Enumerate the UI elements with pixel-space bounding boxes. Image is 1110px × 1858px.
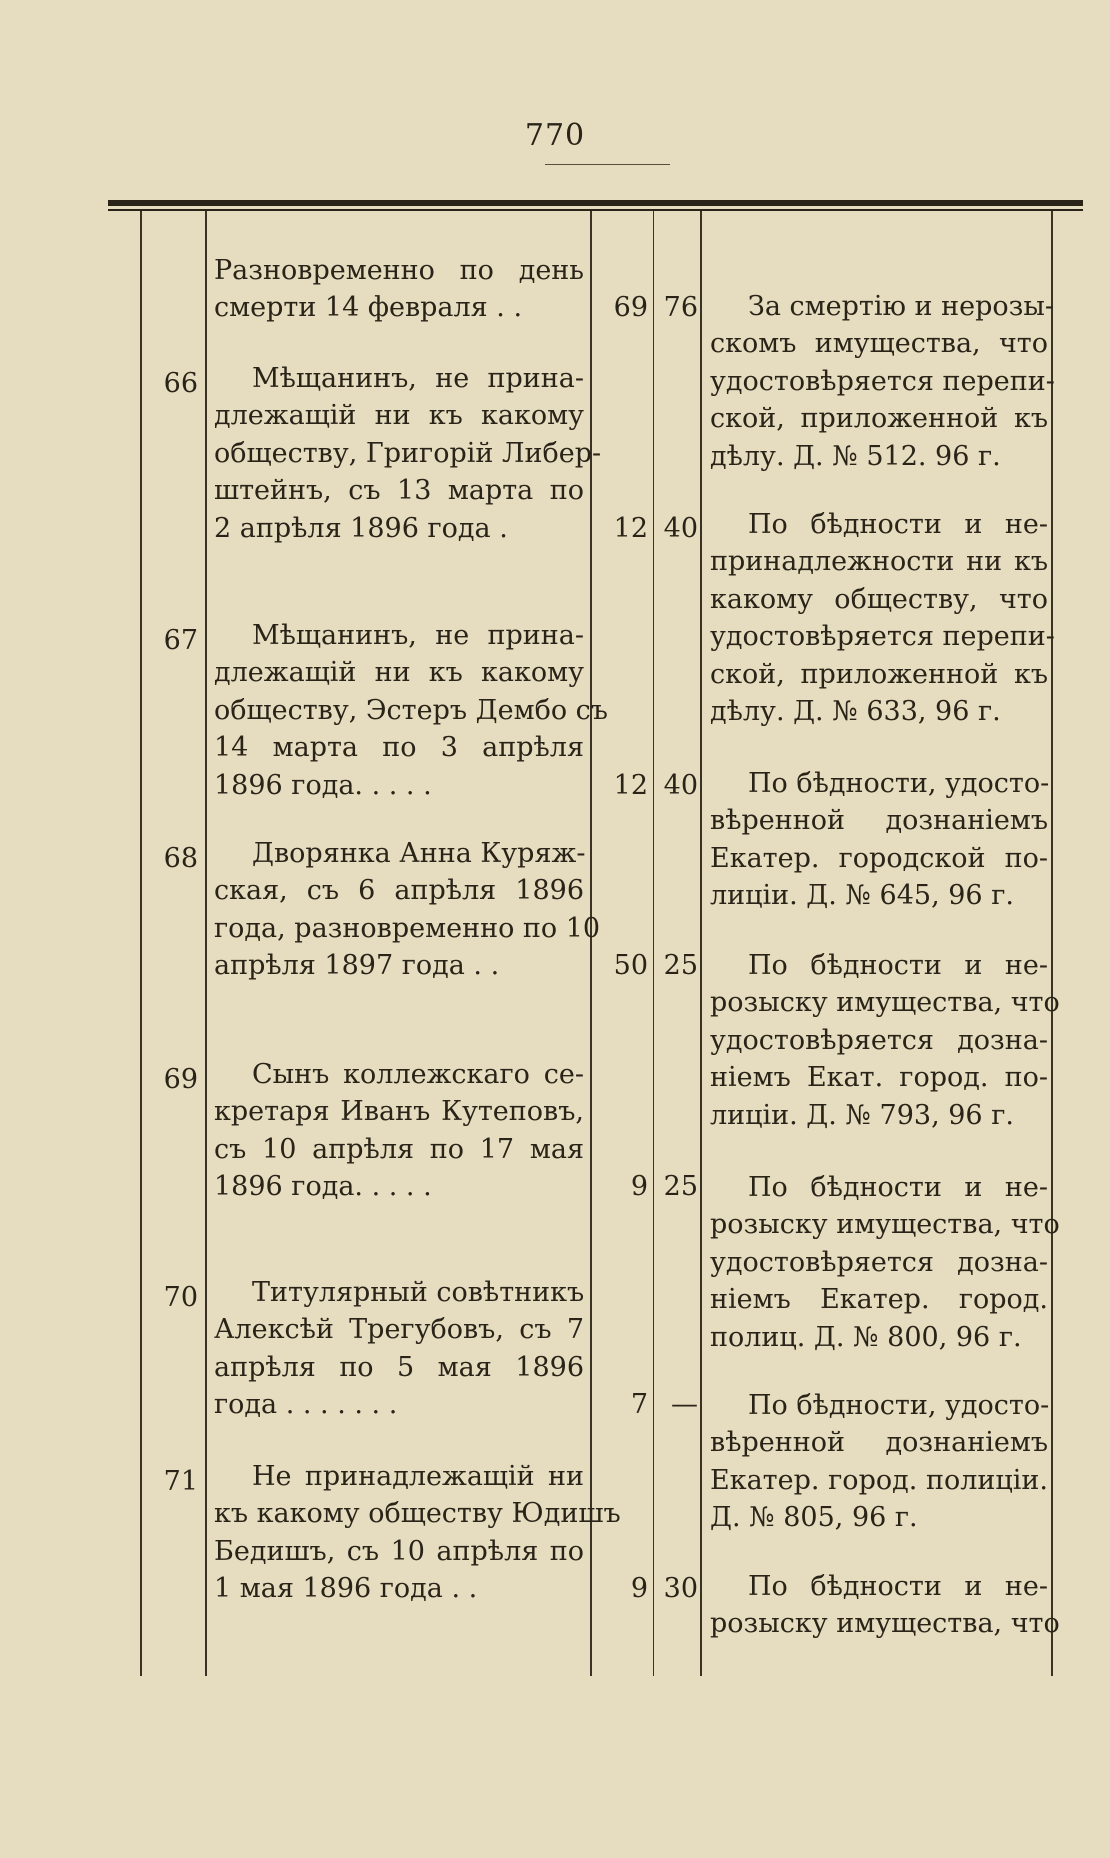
page-number: 770 [524, 118, 586, 153]
text-line: вѣренной дознаніемъ [710, 1427, 1048, 1459]
entry-description [214, 1056, 584, 1206]
text-line: 1 мая 1896 года . . [214, 1573, 478, 1605]
text-line: Екатер. город. полиціи. [710, 1464, 1048, 1496]
entry-reason [710, 765, 1048, 915]
entry-number: 71 [163, 1466, 198, 1497]
text-line: къ какому обществу Юдишъ [214, 1498, 621, 1530]
text-line: лиціи. Д. № 793, 96 г. [710, 1099, 1014, 1131]
text-line: По бѣдности и не- [748, 1571, 1048, 1602]
text-line: удостовѣряется дозна- [710, 1024, 1048, 1056]
entry-reason [710, 506, 1055, 730]
text-line: Екатер. городской по- [710, 842, 1048, 874]
amount-kopecks: 40 [663, 769, 698, 801]
text-line: розыску имущества, что [710, 987, 1060, 1019]
entry-reason [710, 1568, 1060, 1643]
text-line: удостовѣряется перепи- [710, 621, 1055, 653]
entry-number: 69 [163, 1064, 198, 1095]
text-line: ской, приложенной къ [710, 403, 1048, 435]
amount-rubles: 69 [613, 292, 648, 324]
amount-kopecks: 40 [663, 512, 698, 544]
text-line: ніемъ Екатер. город. [710, 1284, 1048, 1316]
amount-kopecks: 30 [663, 1573, 698, 1605]
text-line: 1896 года. . . . . [214, 1171, 432, 1203]
text-line: какому обществу, что [710, 583, 1048, 615]
entry-reason [710, 1169, 1060, 1356]
text-line: розыску имущества, что [710, 1209, 1060, 1241]
text-line: года, разновременно по 10 [214, 912, 601, 944]
text-line: Не принадлежащій ни [252, 1461, 584, 1492]
entry-number: 68 [163, 843, 198, 874]
entry-reason [710, 288, 1055, 475]
amount-rubles: 7 [630, 1389, 648, 1421]
text-line: Мѣщанинъ, не прина- [252, 363, 584, 394]
amount-kopecks: 25 [663, 950, 698, 982]
text-line: Разновременно по день [214, 255, 584, 286]
amount-rubles: 9 [630, 1171, 648, 1203]
entry-number: 70 [163, 1282, 198, 1313]
text-line: 14 марта по 3 апрѣля [214, 732, 584, 764]
text-line: Мѣщанинъ, не прина- [252, 620, 584, 651]
text-line: Сынъ коллежскаго се- [252, 1059, 584, 1090]
column-divider-index [205, 211, 207, 1676]
amount-kopecks: 76 [663, 292, 698, 324]
text-line: По бѣдности, удосто- [748, 768, 1050, 799]
text-line: По бѣдности и не- [748, 509, 1048, 540]
entry-description [214, 252, 584, 327]
text-line: обществу, Григорій Либер- [214, 437, 602, 469]
text-line: полиц. Д. № 800, 96 г. [710, 1321, 1022, 1353]
text-line: По бѣдности, удосто- [748, 1390, 1050, 1421]
text-line: длежащій ни къ какому [214, 657, 584, 689]
column-divider-kopecks [700, 211, 702, 1676]
text-line: съ 10 апрѣля по 17 мая [214, 1133, 584, 1165]
entry-description [214, 835, 601, 985]
amount-kopecks: — [671, 1389, 698, 1421]
text-line: Дворянка Анна Куряж- [252, 838, 586, 869]
entry-reason [710, 947, 1060, 1134]
text-line: штейнъ, съ 13 марта по [214, 475, 584, 507]
column-divider-right [1051, 211, 1053, 1676]
amount-rubles: 12 [613, 769, 648, 801]
text-line: ская, съ 6 апрѣля 1896 [214, 875, 584, 907]
text-line: По бѣдности и не- [748, 950, 1048, 981]
text-line: По бѣдности и не- [748, 1172, 1048, 1203]
table-top-rule-thin [108, 209, 1083, 211]
table-top-rule [108, 200, 1083, 206]
text-line: скомъ имущества, что [710, 328, 1048, 360]
column-divider-left-margin [140, 211, 142, 1676]
text-line: апрѣля 1897 года . . [214, 950, 500, 982]
entry-reason [710, 1387, 1048, 1537]
text-line: кретаря Иванъ Кутеповъ, [214, 1096, 584, 1128]
text-line: ской, приложенной къ [710, 658, 1048, 690]
text-line: 2 апрѣля 1896 года . [214, 512, 508, 544]
page-number-rule [545, 164, 670, 165]
text-line: дѣлу. Д. № 633, 96 г. [710, 696, 1001, 728]
text-line: года . . . . . . . [214, 1389, 398, 1421]
entry-description [214, 1458, 621, 1608]
amount-rubles: 9 [630, 1573, 648, 1605]
text-line: За смертію и нерозы- [748, 291, 1054, 322]
entry-number: 66 [163, 368, 198, 399]
text-line: смерти 14 февраля . . [214, 292, 523, 324]
text-line: Алексѣй Трегубовъ, съ 7 [214, 1314, 584, 1346]
text-line: дѣлу. Д. № 512. 96 г. [710, 440, 1001, 472]
entry-description [214, 1274, 584, 1424]
text-line: ніемъ Екат. город. по- [710, 1062, 1048, 1094]
text-line: Бедишъ, съ 10 апрѣля по [214, 1535, 584, 1567]
amount-kopecks: 25 [663, 1171, 698, 1203]
text-line: розыску имущества, что [710, 1608, 1060, 1640]
amount-rubles: 50 [613, 950, 648, 982]
text-line: лиціи. Д. № 645, 96 г. [710, 880, 1014, 912]
text-line: обществу, Эстеръ Дембо съ [214, 694, 608, 726]
text-line: удостовѣряется дозна- [710, 1246, 1048, 1278]
amount-rubles: 12 [613, 512, 648, 544]
text-line: Д. № 805, 96 г. [710, 1502, 918, 1534]
text-line: принадлежности ни къ [710, 546, 1048, 578]
column-divider-rubles [653, 211, 654, 1676]
text-line: удостовѣряется перепи- [710, 365, 1055, 397]
text-line: длежащій ни къ какому [214, 400, 584, 432]
text-line: Титулярный совѣтникъ [252, 1277, 585, 1308]
text-line: вѣренной дознаніемъ [710, 805, 1048, 837]
entry-number: 67 [163, 625, 198, 656]
text-line: 1896 года. . . . . [214, 769, 432, 801]
entry-description [214, 360, 602, 547]
entry-description [214, 617, 608, 804]
text-line: апрѣля по 5 мая 1896 [214, 1351, 584, 1383]
